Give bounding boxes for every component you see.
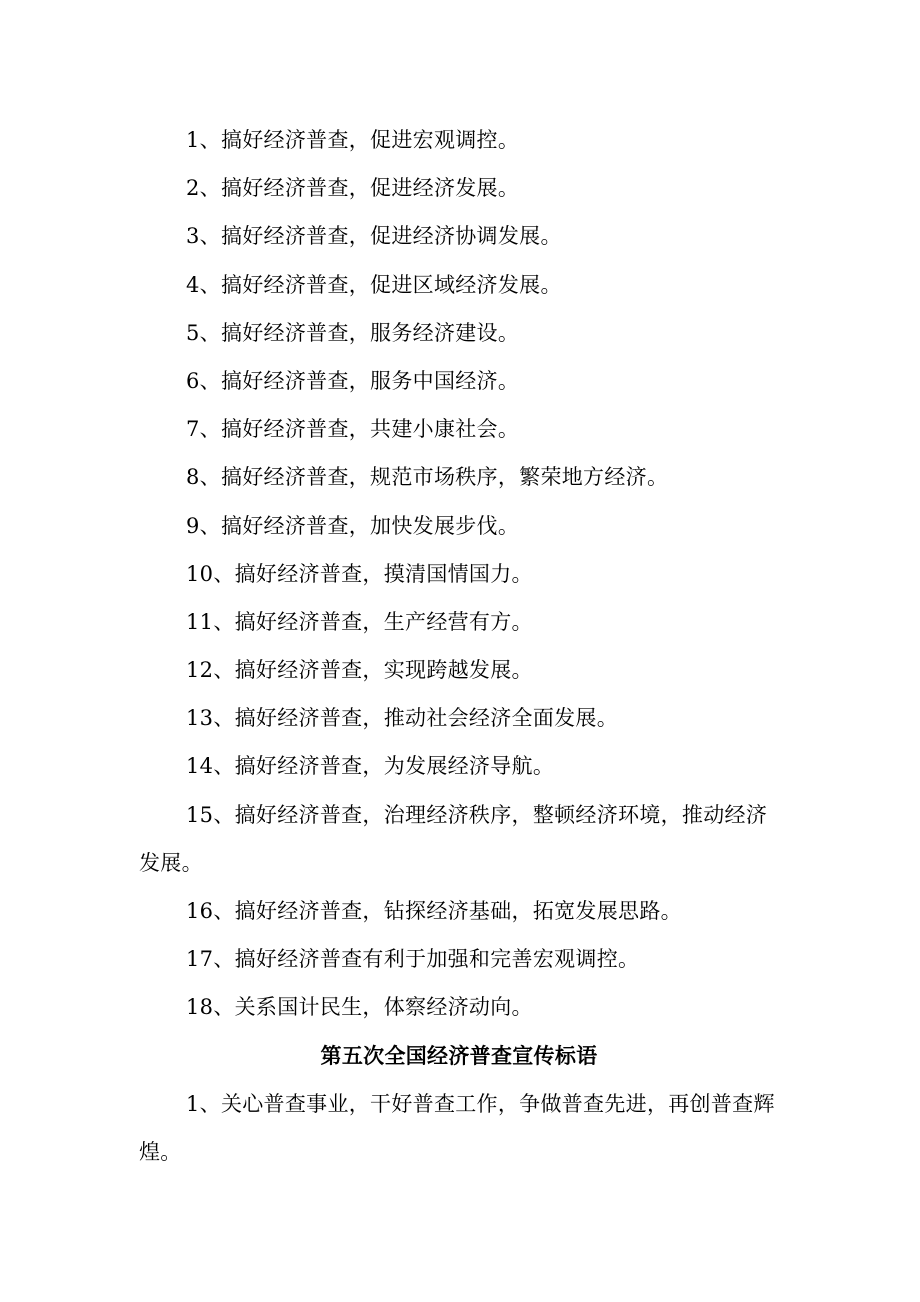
slogan-item: 16、搞好经济普查，钻探经济基础，拓宽发展思路。 xyxy=(186,899,682,924)
slogan-item: 11、搞好经济普查，生产经营有方。 xyxy=(186,609,533,634)
slogan-item: 5、搞好经济普查，服务经济建设。 xyxy=(186,320,520,345)
slogan-item: 14、搞好经济普查，为发展经济导航。 xyxy=(186,754,555,779)
slogan-item: 17、搞好经济普查有利于加强和完善宏观调控。 xyxy=(186,947,640,972)
slogan-item: 2、搞好经济普查，促进经济发展。 xyxy=(186,176,520,201)
slogan-item: 6、搞好经济普查，服务中国经济。 xyxy=(186,368,520,393)
slogan-item: 12、搞好经济普查，实现跨越发展。 xyxy=(186,658,533,683)
document-body xyxy=(139,116,779,1176)
slogan-item: 3、搞好经济普查，促进经济协调发展。 xyxy=(186,224,562,249)
slogan-item: 9、搞好经济普查，加快发展步伐。 xyxy=(186,513,520,538)
slogan-item: 15、搞好经济普查，治理经济秩序，整顿经济环境，推动经济发展。 xyxy=(139,802,768,875)
slogan-item: 13、搞好经济普查，推动社会经济全面发展。 xyxy=(186,706,619,731)
section-title: 第五次全国经济普查宣传标语 xyxy=(320,1043,598,1068)
slogan-item: 1、搞好经济普查，促进宏观调控。 xyxy=(186,128,520,152)
slogan-item: 8、搞好经济普查，规范市场秩序，繁荣地方经济。 xyxy=(186,465,669,490)
section-item: 1、关心普查事业，干好普查工作，争做普查先进，再创普查辉煌。 xyxy=(139,1091,775,1164)
slogan-item: 4、搞好经济普查，促进区域经济发展。 xyxy=(186,272,562,297)
slogan-item: 7、搞好经济普查，共建小康社会。 xyxy=(186,417,520,442)
slogan-item: 18、关系国计民生，体察经济动向。 xyxy=(186,995,533,1020)
slogan-item: 10、搞好经济普查，摸清国情国力。 xyxy=(186,561,533,586)
